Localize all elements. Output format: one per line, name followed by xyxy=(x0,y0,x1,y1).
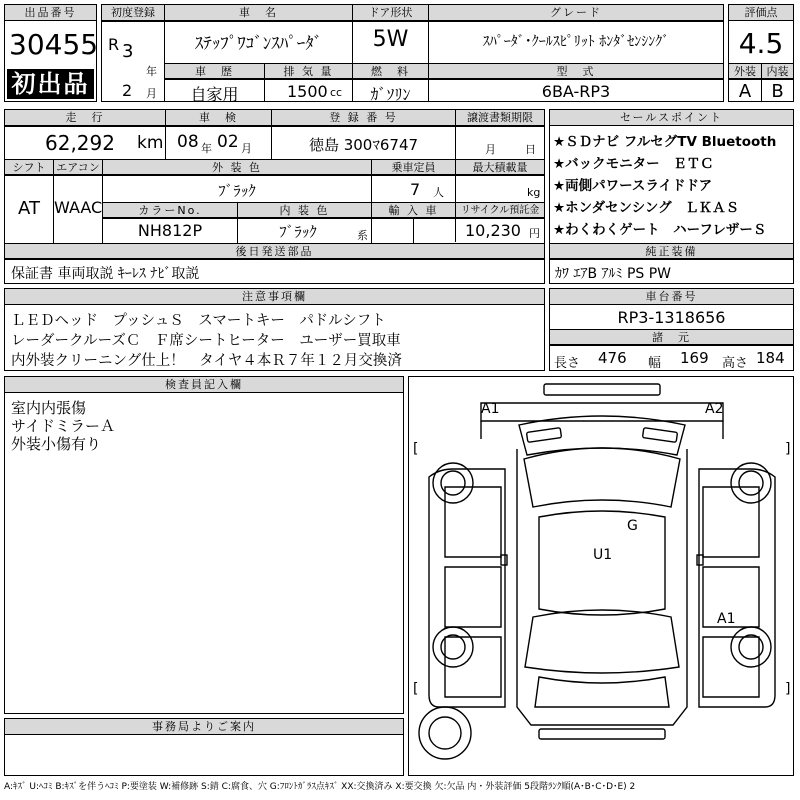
sales-point-item: ★ＳＤナビ フルセグTV Bluetooth xyxy=(553,134,777,150)
model: 6BA-RP3 xyxy=(541,82,611,101)
fuel-label: 燃 料 xyxy=(353,64,428,79)
mileage-label: 走 行 xyxy=(5,110,165,126)
notes-label: 注意事項欄 xyxy=(5,289,544,305)
damage-mark: G xyxy=(627,518,638,534)
inspection-year: 08 xyxy=(177,132,199,152)
displacement-label: 排 気 量 xyxy=(265,64,352,79)
height: 184 xyxy=(756,349,785,367)
lot-label: 出品番号 xyxy=(5,5,96,21)
shift: AT xyxy=(18,198,40,219)
ext-grade: A xyxy=(738,81,752,102)
capacity: 7 xyxy=(410,180,421,199)
grade-label: グレード xyxy=(429,5,723,21)
inspector-label: 検査員記入欄 xyxy=(5,377,403,393)
recycle-unit: 円 xyxy=(529,227,540,240)
sales-point-item: ★ホンダセンシング ＬＫＡＳ xyxy=(553,200,740,216)
inspection-month-unit: 月 xyxy=(241,142,252,155)
lot-number: 30455 xyxy=(9,28,99,61)
bracket-open: [ xyxy=(413,441,419,457)
ext-label: 外装 xyxy=(729,64,761,79)
sales-point-item: ★バックモニター ＥＴＣ xyxy=(553,156,714,172)
reg-no-label: 登 録 番 号 xyxy=(272,110,455,126)
damage-mark: A2 xyxy=(705,401,724,417)
car-name: ｽﾃｯﾌﾟﾜｺﾞﾝｽﾊﾟｰﾀﾞ xyxy=(194,34,323,54)
length-label: 長さ xyxy=(554,356,581,371)
mileage: 62,292 xyxy=(45,131,115,155)
note-line: 内外装クリーニング仕上！ タイヤ４本Ｒ７年１２月交換済 xyxy=(11,353,402,369)
displacement: 1500 xyxy=(287,82,328,101)
note-line: レーダークルーズＣ Ｆ席シートヒーター ユーザー買取車 xyxy=(11,333,401,349)
details-box xyxy=(4,109,545,284)
ac-label: エアコン xyxy=(54,160,102,175)
shift-label: シフト xyxy=(5,160,53,175)
door-label: ドア形状 xyxy=(353,5,428,21)
history-label: 車 歴 xyxy=(165,64,264,79)
ac: WAAC xyxy=(54,198,102,217)
width-label: 幅 xyxy=(648,356,662,371)
interior-color: ﾌﾞﾗｯｸ xyxy=(279,223,317,241)
score-box xyxy=(728,4,794,102)
main-header xyxy=(101,4,724,102)
width: 169 xyxy=(680,349,709,367)
sales-points-box xyxy=(549,109,794,284)
reg-year: 3 xyxy=(122,41,134,62)
notes-box xyxy=(4,288,545,371)
color-label: 外 装 色 xyxy=(103,160,371,175)
chassis-number: RP3-1318656 xyxy=(617,308,726,327)
damage-mark: U1 xyxy=(593,547,613,563)
mileage-unit: km xyxy=(137,133,164,153)
recycle-amount: 10,230 xyxy=(465,221,521,240)
reg-month: 2 xyxy=(122,81,133,100)
capacity-label: 乗車定員 xyxy=(372,160,455,175)
sales-points-label: セールスポイント xyxy=(550,110,793,126)
first-reg-label: 初度登録 xyxy=(102,5,164,21)
inspector-line: 外装小傷有り xyxy=(11,435,102,453)
height-label: 高さ xyxy=(722,356,749,371)
bracket-close: ] xyxy=(785,681,791,697)
first-sale-badge xyxy=(7,69,94,99)
exterior-color: ﾌﾞﾗｯｸ xyxy=(218,182,256,200)
dims-label: 諸 元 xyxy=(550,330,793,345)
model-label: 型 式 xyxy=(429,64,723,79)
int-color-label: 内 装 色 xyxy=(238,203,371,218)
deferred-parts: 保証書 車両取説 ｷｰﾚｽ ﾅﾋﾞ取説 xyxy=(11,266,200,282)
office-label: 事務局よりご案内 xyxy=(5,719,403,735)
damage-diagram xyxy=(408,376,794,776)
displacement-unit: cc xyxy=(330,86,343,99)
first-sale-text: 初出品 xyxy=(11,70,90,98)
deferred-label: 後日発送部品 xyxy=(5,244,544,259)
lot-box xyxy=(4,4,97,102)
equipment: ｶﾜ ｴｱB ｱﾙﾐ PS PW xyxy=(555,266,672,282)
damage-mark: A1 xyxy=(481,401,500,417)
office-box xyxy=(4,718,404,776)
chassis-label: 車台番号 xyxy=(550,289,793,305)
grade: ｽﾊﾟｰﾀﾞ･ｸｰﾙｽﾋﾟﾘｯﾄ ﾎﾝﾀﾞｾﾝｼﾝｸﾞ xyxy=(482,34,670,50)
year-unit: 年 xyxy=(146,65,157,78)
equipment-label: 純正装備 xyxy=(550,244,793,259)
bracket-close: ] xyxy=(785,441,791,457)
note-line: ＬＥＤヘッド プッシュＳ スマートキー パドルシフト xyxy=(11,313,386,329)
score: 4.5 xyxy=(738,27,784,60)
door-type: 5W xyxy=(372,27,409,52)
chassis-box xyxy=(549,288,794,371)
damage-mark: A1 xyxy=(717,611,736,627)
score-label: 評価点 xyxy=(729,5,793,21)
fuel: ｶﾞｿﾘﾝ xyxy=(370,85,411,104)
history: 自家用 xyxy=(190,85,239,104)
inspector-line: サイドミラーＡ xyxy=(11,417,115,435)
int-grade: B xyxy=(771,81,784,102)
color-number: NH812P xyxy=(137,221,203,240)
sales-point-item: ★両側パワースライドドア xyxy=(553,178,713,194)
int-color-unit: 系 xyxy=(357,229,368,242)
transfer-day-unit: 日 xyxy=(525,143,536,156)
inspection-label: 車 検 xyxy=(166,110,271,126)
era: R xyxy=(108,35,120,54)
inspector-line: 室内内張傷 xyxy=(11,399,87,417)
capacity-unit: 人 xyxy=(433,186,444,199)
max-load-label: 最大積載量 xyxy=(456,160,544,175)
int-label: 内装 xyxy=(762,64,793,79)
transfer-month-unit: 月 xyxy=(485,143,496,156)
inspector-box xyxy=(4,376,404,714)
inspection-year-unit: 年 xyxy=(201,142,212,155)
transfer-label: 譲渡書類期限 xyxy=(456,110,544,126)
color-no-label: カラーNo. xyxy=(103,203,237,218)
bracket-open: [ xyxy=(413,681,419,697)
recycle-label: リサイクル預託金 xyxy=(456,203,544,218)
length: 476 xyxy=(598,349,627,367)
sales-point-item: ★わくわくゲート ハーフレザーＳ xyxy=(553,222,767,238)
reg-number: 徳島 300ﾏ6747 xyxy=(308,136,419,154)
car-name-label: 車 名 xyxy=(165,5,352,21)
car-outline xyxy=(409,377,795,777)
month-unit: 月 xyxy=(146,87,157,100)
import-label: 輸 入 車 xyxy=(372,203,455,218)
inspection-month: 02 xyxy=(217,132,239,152)
legend: A:ｷｽﾞ U:ﾍｺﾐ B:ｷｽﾞを伴うﾍｺﾐ P:要塗装 W:補修跡 S:錆 C:腐食、穴 G:ﾌﾛﾝﾄｶﾞﾗｽ点ｷｽﾞ XX:交換済み X:要交換 欠:欠品 内・外装評価 5段階ﾗﾝｸ順(A･B･C･D･E) 2 xyxy=(4,782,636,792)
max-load-unit: kg xyxy=(527,186,541,199)
